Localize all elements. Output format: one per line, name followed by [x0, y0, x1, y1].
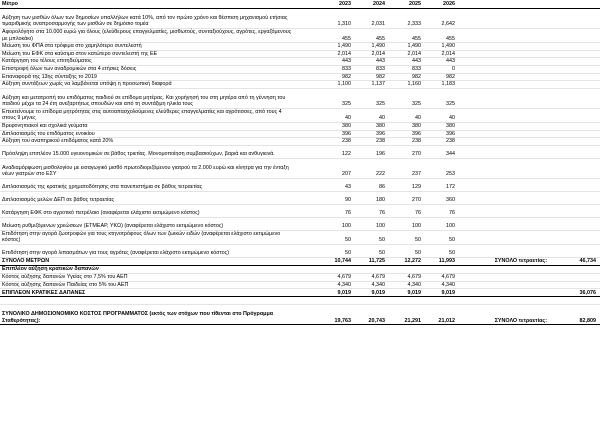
blank-cell: [548, 217, 600, 230]
blank-cell: [548, 158, 600, 178]
value-2026: 443: [424, 58, 458, 66]
row-label: Κατάργηση του τέλους επιτηδεύματος: [0, 58, 298, 66]
value-2023: 833: [298, 65, 354, 73]
row-label: Διπλασιασμός της κρατικής χρηματοδότησης στα πανεπιστήμια σε βάθος τετραετίας: [0, 178, 298, 191]
four-year-total-label: ΣΥΝΟΛΟ τετραετίας:: [458, 257, 548, 265]
value-2025: 396: [388, 130, 424, 138]
value-2026: 1,490: [424, 43, 458, 51]
blank-cell: [548, 130, 600, 138]
extra-spending-header: Επιπλέον αύξηση κρατικών δαπανών: [0, 265, 600, 273]
value-2023: 325: [298, 88, 354, 108]
measures-total-row: [0, 257, 600, 265]
blank-cell: [458, 9, 548, 29]
measure-row: [0, 217, 600, 230]
blank-cell: [548, 88, 600, 108]
value-2024: 50: [354, 244, 388, 257]
value-2023: 40: [298, 108, 354, 122]
blank-cell: [458, 43, 548, 51]
measure-row: [0, 29, 600, 43]
blank-cell: [458, 130, 548, 138]
header-2024: 2024: [354, 0, 388, 9]
blank-cell: [458, 217, 548, 230]
blank-cell: [548, 244, 600, 257]
blank-cell: [458, 145, 548, 158]
value-2024: 4,679: [354, 273, 388, 281]
row-label: Μείωση του ΦΠΑ στα τρόφιμα στο χαμηλότερο συντελεστή: [0, 43, 298, 51]
value-2026: 50: [424, 244, 458, 257]
measure-row: [0, 88, 600, 108]
blank-cell: [548, 273, 600, 281]
blank-cell: [458, 244, 548, 257]
blank-cell: [548, 73, 600, 81]
value-2024: 20,743: [354, 305, 388, 325]
measure-row: [0, 108, 600, 122]
value-2024: 196: [354, 145, 388, 158]
value-2023: 982: [298, 73, 354, 81]
value-2025: 21,291: [388, 305, 424, 325]
value-2025: 833: [388, 65, 424, 73]
value-2025: 443: [388, 58, 424, 66]
measure-row: [0, 81, 600, 89]
value-2024: 1,490: [354, 43, 388, 51]
blank-cell: [458, 65, 548, 73]
value-2026: 360: [424, 191, 458, 204]
value-2023: 50: [298, 244, 354, 257]
value-2024: 443: [354, 58, 388, 66]
four-year-total-value: 36,076: [548, 289, 600, 297]
value-2026: 100: [424, 217, 458, 230]
measure-row: [0, 244, 600, 257]
value-2026: 982: [424, 73, 458, 81]
row-label: Κατάργηση ΕΦΚ στο αγροτικό πετρέλαιο (αναφέρεται ελάχιστο εκτιμώμενο κόστος): [0, 204, 298, 217]
value-2024: 833: [354, 65, 388, 73]
blank-cell: [548, 50, 600, 58]
row-label: Επεκτείνουμε το επίδομα μητρότητας στις αυτοαπασχολούμενες ελεύθερες επαγγελματίες και αγρότισσες, από τους 4 στους 9 μήνες: [0, 108, 298, 122]
value-2025: 238: [388, 138, 424, 146]
value-2025: 100: [388, 217, 424, 230]
row-label: Επιδότηση στην αγορά ζωοτροφών για τους κτηνοτρόφους όλων των ζωικών ειδών (αναφέρεται ελάχιστο εκτιμώμενο κόστος): [0, 230, 298, 244]
value-2026: 50: [424, 230, 458, 244]
blank-cell: [548, 230, 600, 244]
value-2023: 76: [298, 204, 354, 217]
header-row: [0, 0, 600, 9]
grand-total-row: [0, 305, 600, 325]
header-2026: 2026: [424, 0, 458, 9]
value-2024: 76: [354, 204, 388, 217]
value-2023: 396: [298, 130, 354, 138]
row-label: Επαναφορά της 13ης σύνταξης το 2019: [0, 73, 298, 81]
blank-cell: [458, 289, 548, 297]
blank-cell: [548, 43, 600, 51]
blank-cell: [458, 158, 548, 178]
value-2023: 4,679: [298, 273, 354, 281]
blank-cell: [458, 191, 548, 204]
value-2025: 50: [388, 244, 424, 257]
value-2025: 40: [388, 108, 424, 122]
row-label: ΣΥΝΟΛΟ ΜΕΤΡΩΝ: [0, 257, 298, 265]
row-label: Μείωση ρυθμιζόμενων χρεώσεων (ΕΤΜΕΑΡ, ΥΚΩ) (αναφέρεται ελάχιστο εκτιμώμενο κόστος): [0, 217, 298, 230]
value-2023: 1,100: [298, 81, 354, 89]
measure-row: [0, 138, 600, 146]
value-2024: 11,725: [354, 257, 388, 265]
measure-row: [0, 73, 600, 81]
value-2025: 270: [388, 145, 424, 158]
value-2026: 238: [424, 138, 458, 146]
value-2026: 455: [424, 29, 458, 43]
value-2025: 76: [388, 204, 424, 217]
measure-row: [0, 43, 600, 51]
value-2023: 238: [298, 138, 354, 146]
row-label: Επιστροφή όλων των αναδρομικών στα 4 ετήσιες δόσεις: [0, 65, 298, 73]
blank-cell: [458, 29, 548, 43]
blank-cell: [458, 108, 548, 122]
measure-row: [0, 58, 600, 66]
blank-cell: [548, 178, 600, 191]
row-label: Αύξηση συντάξεων χωρίς να λαμβάνεται υπόψη η προσωπική διαφορά: [0, 81, 298, 89]
value-2026: 9,019: [424, 289, 458, 297]
value-2023: 43: [298, 178, 354, 191]
row-label: Αύξηση του αναπηρικού επιδόματος κατά 20%: [0, 138, 298, 146]
blank-cell: [548, 204, 600, 217]
extra-spending-total-row: [0, 289, 600, 297]
value-2025: 12,272: [388, 257, 424, 265]
value-2023: 9,019: [298, 289, 354, 297]
blank-cell: [458, 178, 548, 191]
value-2026: 0: [424, 65, 458, 73]
value-2025: 4,340: [388, 281, 424, 289]
measure-row: [0, 50, 600, 58]
value-2024: 238: [354, 138, 388, 146]
value-2023: 1,310: [298, 9, 354, 29]
blank-cell: [458, 281, 548, 289]
row-label: Μείωση του ΕΦΚ στα καύσιμα στον κατώτερο συντελεστή της ΕΕ: [0, 50, 298, 58]
value-2024: 180: [354, 191, 388, 204]
extra-spending-row: [0, 281, 600, 289]
value-2023: 10,744: [298, 257, 354, 265]
row-label: Αναδιαμόρφωση μισθολογίου με εισαγωγικό μισθό πρωτοδιοριζόμενου γιατρού τα 2.000 ευρώ και κίνητρα για την ένταξη νέων γιατρών στο ΕΣΥ: [0, 158, 298, 178]
value-2026: 1,183: [424, 81, 458, 89]
row-label: Διπλασιασμός μελών ΔΕΠ σε βάθος τετραετίας: [0, 191, 298, 204]
row-label: Κόστος αύξησης δαπανών Παιδείας στο 5% του ΑΕΠ: [0, 281, 298, 289]
value-2026: 4,340: [424, 281, 458, 289]
blank-cell: [548, 108, 600, 122]
value-2024: 380: [354, 122, 388, 130]
value-2025: 50: [388, 230, 424, 244]
value-2024: 2,031: [354, 9, 388, 29]
four-year-total-value: 82,809: [548, 305, 600, 325]
value-2024: 9,019: [354, 289, 388, 297]
row-label: Βρεφονηπιακοί και σχολικά γεύματα: [0, 122, 298, 130]
blank-cell: [548, 9, 600, 29]
measure-row: [0, 178, 600, 191]
row-label: Κόστος αύξησης δαπανών Υγείας στο 7,5% του ΑΕΠ: [0, 273, 298, 281]
measure-row: [0, 191, 600, 204]
value-2025: 129: [388, 178, 424, 191]
value-2024: 2,014: [354, 50, 388, 58]
value-2025: 2,014: [388, 50, 424, 58]
value-2026: 11,993: [424, 257, 458, 265]
value-2024: 455: [354, 29, 388, 43]
row-label: Αύξηση και μετατροπή του επιδόματος παιδιού σε επίδομα μητέρας. Και χορήγησή του στη μητέρα από τη γέννηση του παιδιού μέχρι τα 24 έτη ανεξαρτήτως σπουδών και από τη συντάξιμη ηλικία τους: [0, 88, 298, 108]
header-2023: 2023: [298, 0, 354, 9]
value-2024: 982: [354, 73, 388, 81]
value-2024: 325: [354, 88, 388, 108]
header-measure: Μέτρο: [0, 0, 298, 9]
value-2026: 396: [424, 130, 458, 138]
value-2025: 982: [388, 73, 424, 81]
value-2023: 455: [298, 29, 354, 43]
measure-row: [0, 65, 600, 73]
blank-cell: [548, 58, 600, 66]
value-2023: 4,340: [298, 281, 354, 289]
blank-cell: [548, 29, 600, 43]
spacer-row: [0, 297, 600, 305]
value-2025: 2,333: [388, 9, 424, 29]
four-year-total-value: 46,734: [548, 257, 600, 265]
value-2024: 86: [354, 178, 388, 191]
blank-cell: [548, 138, 600, 146]
extra-spending-row: [0, 273, 600, 281]
row-label: Πρόσληψη επιπλέον 15.000 υγειονομικών σε βάθος τριετίας. Μονομοποίηση συμβασιούχων, βαριά και ανθυγιεινά.: [0, 145, 298, 158]
value-2024: 222: [354, 158, 388, 178]
value-2026: 172: [424, 178, 458, 191]
blank-cell: [458, 73, 548, 81]
blank-cell: [548, 122, 600, 130]
row-label: Αύξηση των μισθών όλων των δημοσίων υπαλλήλων κατά 10%, από τον πρώτο χρόνο και θέσπιση μηχανισμού ετήσιας τιμαριθμικής αναπροσαρμογής των μισθών σε δημόσιο τομέα: [0, 9, 298, 29]
four-year-total-label: ΣΥΝΟΛΟ τετραετίας:: [458, 305, 548, 325]
value-2023: 50: [298, 230, 354, 244]
value-2024: 396: [354, 130, 388, 138]
blank-cell: [458, 122, 548, 130]
row-label: Επιδότηση στην αγορά λιπασμάτων για τους αγρότες (αναφέρεται ελάχιστο εκτιμώμενο κόστος): [0, 244, 298, 257]
row-label: ΕΠΙΠΛΕΟΝ ΚΡΑΤΙΚΕΣ ΔΑΠΑΝΕΣ: [0, 289, 298, 297]
row-label: Αφορολόγητο στα 10.000 ευρώ για όλους (ελεύθερους επαγγελματίες, μισθωτούς, συνταξιούχους, αγρότες, εργαζόμενους με μπλοκάκι): [0, 29, 298, 43]
value-2024: 4,340: [354, 281, 388, 289]
value-2025: 9,019: [388, 289, 424, 297]
blank-cell: [458, 81, 548, 89]
value-2023: 207: [298, 158, 354, 178]
value-2026: 253: [424, 158, 458, 178]
extra-spending-header-row: [0, 265, 600, 273]
blank-cell: [458, 50, 548, 58]
row-label: Διπλασιασμός του επιδόματος ενοικίου: [0, 130, 298, 138]
value-2025: 270: [388, 191, 424, 204]
blank-cell: [458, 204, 548, 217]
measure-row: [0, 130, 600, 138]
value-2026: 344: [424, 145, 458, 158]
blank-cell: [548, 281, 600, 289]
value-2026: 4,679: [424, 273, 458, 281]
value-2023: 443: [298, 58, 354, 66]
blank-cell: [458, 230, 548, 244]
blank-cell: [548, 191, 600, 204]
value-2023: 2,014: [298, 50, 354, 58]
value-2026: 2,014: [424, 50, 458, 58]
value-2024: 40: [354, 108, 388, 122]
blank-cell: [458, 273, 548, 281]
value-2023: 90: [298, 191, 354, 204]
value-2025: 380: [388, 122, 424, 130]
value-2025: 1,160: [388, 81, 424, 89]
measure-row: [0, 158, 600, 178]
value-2024: 1,137: [354, 81, 388, 89]
blank-cell: [458, 88, 548, 108]
value-2026: 325: [424, 88, 458, 108]
value-2026: 40: [424, 108, 458, 122]
measure-row: [0, 204, 600, 217]
value-2024: 50: [354, 230, 388, 244]
row-label: ΣΥΝΟΛΙΚΟ ΔΗΜΟΣΙΟΝΟΜΙΚΟ ΚΟΣΤΟΣ ΠΡΟΓΡΑΜΜΑΤΟΣ (εκτός των στόχων που τίθενται στο Πρόγραμμα Σταθερότητας):: [0, 305, 298, 325]
value-2025: 325: [388, 88, 424, 108]
measure-row: [0, 145, 600, 158]
blank-cell: [458, 58, 548, 66]
value-2023: 19,763: [298, 305, 354, 325]
value-2026: 2,642: [424, 9, 458, 29]
value-2025: 4,679: [388, 273, 424, 281]
header-2025: 2025: [388, 0, 424, 9]
value-2023: 1,490: [298, 43, 354, 51]
blank-cell: [548, 145, 600, 158]
blank-cell: [548, 81, 600, 89]
value-2026: 380: [424, 122, 458, 130]
value-2025: 237: [388, 158, 424, 178]
value-2023: 100: [298, 217, 354, 230]
blank-cell: [548, 65, 600, 73]
value-2026: 21,012: [424, 305, 458, 325]
value-2023: 380: [298, 122, 354, 130]
value-2024: 100: [354, 217, 388, 230]
value-2026: 76: [424, 204, 458, 217]
measure-row: [0, 122, 600, 130]
measure-row: [0, 230, 600, 244]
measure-row: [0, 9, 600, 29]
blank-cell: [458, 138, 548, 146]
value-2023: 122: [298, 145, 354, 158]
value-2025: 1,490: [388, 43, 424, 51]
value-2025: 455: [388, 29, 424, 43]
